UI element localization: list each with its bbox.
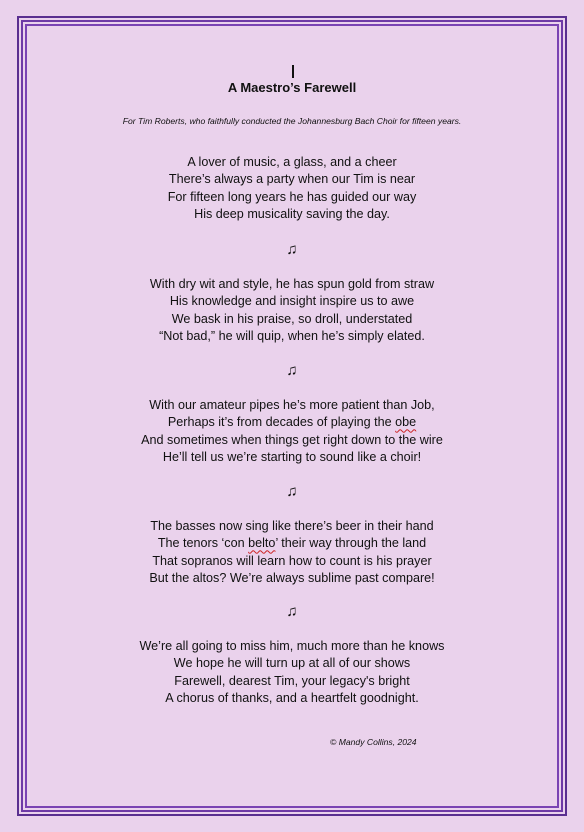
poem-line: But the altos? We’re always sublime past compare! bbox=[149, 570, 435, 585]
poem-line: The basses now sing like there’s beer in their hand bbox=[150, 519, 434, 533]
poem-line-misspelled: The tenors ‘con belto’ their way through the land bbox=[157, 536, 427, 551]
poem-line: We’re all going to miss him, much more than he knows bbox=[139, 639, 445, 653]
music-note-icon: ♫ bbox=[286, 483, 298, 500]
poem-line: That sopranos will learn how to count is his prayer bbox=[152, 553, 432, 568]
poem-line-misspelled: Perhaps it’s from decades of playing the obe bbox=[167, 415, 417, 430]
poem-line: Farewell, dearest Tim, your legacy's bright bbox=[174, 673, 410, 688]
spellcheck-error-word[interactable]: obe bbox=[395, 415, 417, 430]
poem-line: And sometimes when things get right down to the wire bbox=[141, 432, 443, 447]
poem-line: “Not bad,” he will quip, when he’s simply elated. bbox=[159, 328, 425, 343]
stanza-2 bbox=[40, 276, 544, 345]
poem-line: We hope he will turn up at all of our shows bbox=[173, 656, 411, 671]
poem-dedication: For Tim Roberts, who faithfully conducted the Johannesburg Bach Choir for fifteen years. bbox=[122, 116, 462, 126]
spellcheck-error-word[interactable]: belto bbox=[248, 536, 276, 551]
poem-line: With dry wit and style, he has spun gold from straw bbox=[149, 277, 435, 291]
poem-title: A Maestro’s Farewell bbox=[227, 80, 357, 95]
stanza-1 bbox=[40, 154, 544, 223]
poem-line: There’s always a party when our Tim is near bbox=[168, 172, 416, 187]
poem-line: For fifteen long years he has guided our way bbox=[167, 189, 417, 204]
poem-line: A chorus of thanks, and a heartfelt goodnight. bbox=[165, 690, 419, 705]
poem-line: A lover of music, a glass, and a cheer bbox=[187, 155, 397, 169]
text-cursor bbox=[292, 65, 294, 78]
document-page[interactable] bbox=[40, 40, 544, 792]
copyright-notice: © Mandy Collins, 2024 bbox=[330, 737, 417, 747]
music-note-icon: ♫ bbox=[286, 603, 298, 620]
stanza-3 bbox=[40, 397, 544, 466]
stanza-5 bbox=[40, 638, 544, 707]
poem-line: His knowledge and insight inspire us to awe bbox=[169, 294, 415, 309]
poem-line: His deep musicality saving the day. bbox=[194, 206, 390, 221]
stanza-4 bbox=[40, 518, 544, 587]
poem-line: He’ll tell us we’re starting to sound like a choir! bbox=[162, 449, 422, 464]
poem-line: We bask in his praise, so droll, understated bbox=[171, 311, 413, 326]
poem-line: With our amateur pipes he’s more patient than Job, bbox=[149, 398, 435, 412]
music-note-icon: ♫ bbox=[286, 362, 298, 379]
music-note-icon: ♫ bbox=[286, 241, 298, 258]
